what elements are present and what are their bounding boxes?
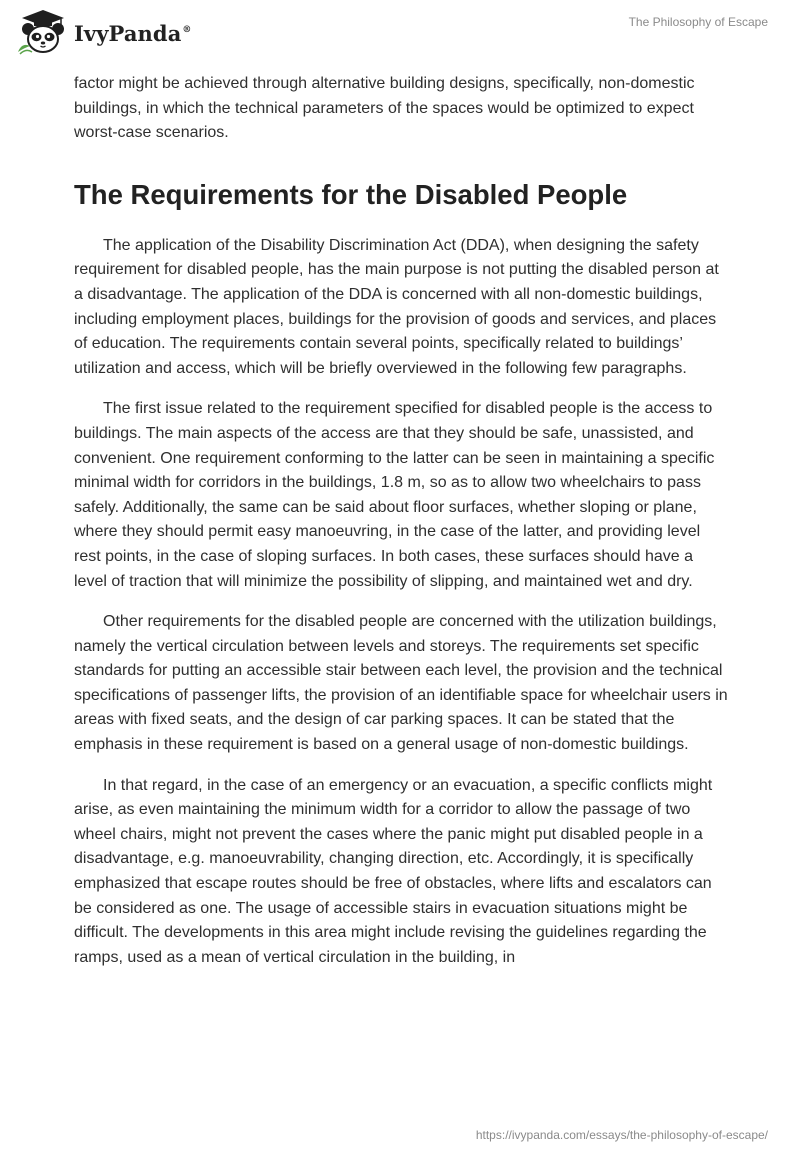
brand-name: IvyPanda® [74,20,192,46]
body-paragraph: The first issue related to the requirement specified for disabled people is the access to buildings. The main aspects of the access are that they should be safe, unassisted, and convenient. One requirement conforming to the latter can be seen in maintaining a specific minimal width for corridors in the buildings, 1.8 m, so as to allow two wheelchairs to pass safely. Additionally, the same can be said about floor surfaces, whether sloping or plane, where they should permit easy manoeuvring, in the case of the latter, and providing level rest points, in the case of sloping surfaces. In both cases, these surfaces should have a level of traction that will minimize the possibility of slipping, and maintained wet and dry. [74,400,715,590]
page-header [0,0,800,60]
panda-graduate-icon [14,8,72,56]
section-heading: The Requirements for the Disabled People [74,178,628,210]
essay-content [74,72,728,970]
body-paragraph: The application of the Disability Discrimination Act (DDA), when designing the safety requirement for disabled people, has the main purpose is not putting the disabled person at a disadvantage. The application of the DDA is concerned with all non-domestic buildings, including employment places, buildings for the provision of goods and services, and places of education. The requirements contain several points, specifically related to buildings’ utilization and access, which will be briefly overviewed in the following few paragraphs. [74,236,719,377]
brand-logo[interactable] [14,8,192,56]
intro-paragraph: factor might be achieved through alternative building designs, specifically, non-domestic buildings, in which the technical parameters of the spaces would be optimized to expect worst-case scenarios. [74,75,695,142]
body-paragraph: Other requirements for the disabled people are concerned with the utilization buildings, namely the vertical circulation between levels and storeys. The requirements set specific standards for putting an accessible stair between each level, the provision and the technical specifications of passenger lifts, the provision of an identifiable space for wheelchair users in areas with fixed seats, and the design of car parking spaces. It can be stated that the emphasis in these requirement is based on a general usage of non-domestic buildings. [74,613,728,754]
registered-mark: ® [182,24,192,35]
document-title: The Philosophy of Escape [628,15,768,29]
source-url[interactable]: https://ivypanda.com/essays/the-philosophy-of-escape/ [475,1128,768,1142]
body-paragraph: In that regard, in the case of an emergency or an evacuation, a specific conflicts might arise, as even maintaining the minimum width for a corridor to allow the passage of two wheel chairs, might not prevent the cases where the panic might put disabled people in a disadvantage, e.g. manoeuvrability, changing direction, etc. Accordingly, it is specifically emphasized that escape routes should be free of obstacles, where lifts and escalators can be considered as one. The usage of accessible stairs in evacuation situations might be difficult. The developments in this area might include revising the guidelines regarding the ramps, used as a mean of vertical circulation in the building, in [74,776,713,966]
